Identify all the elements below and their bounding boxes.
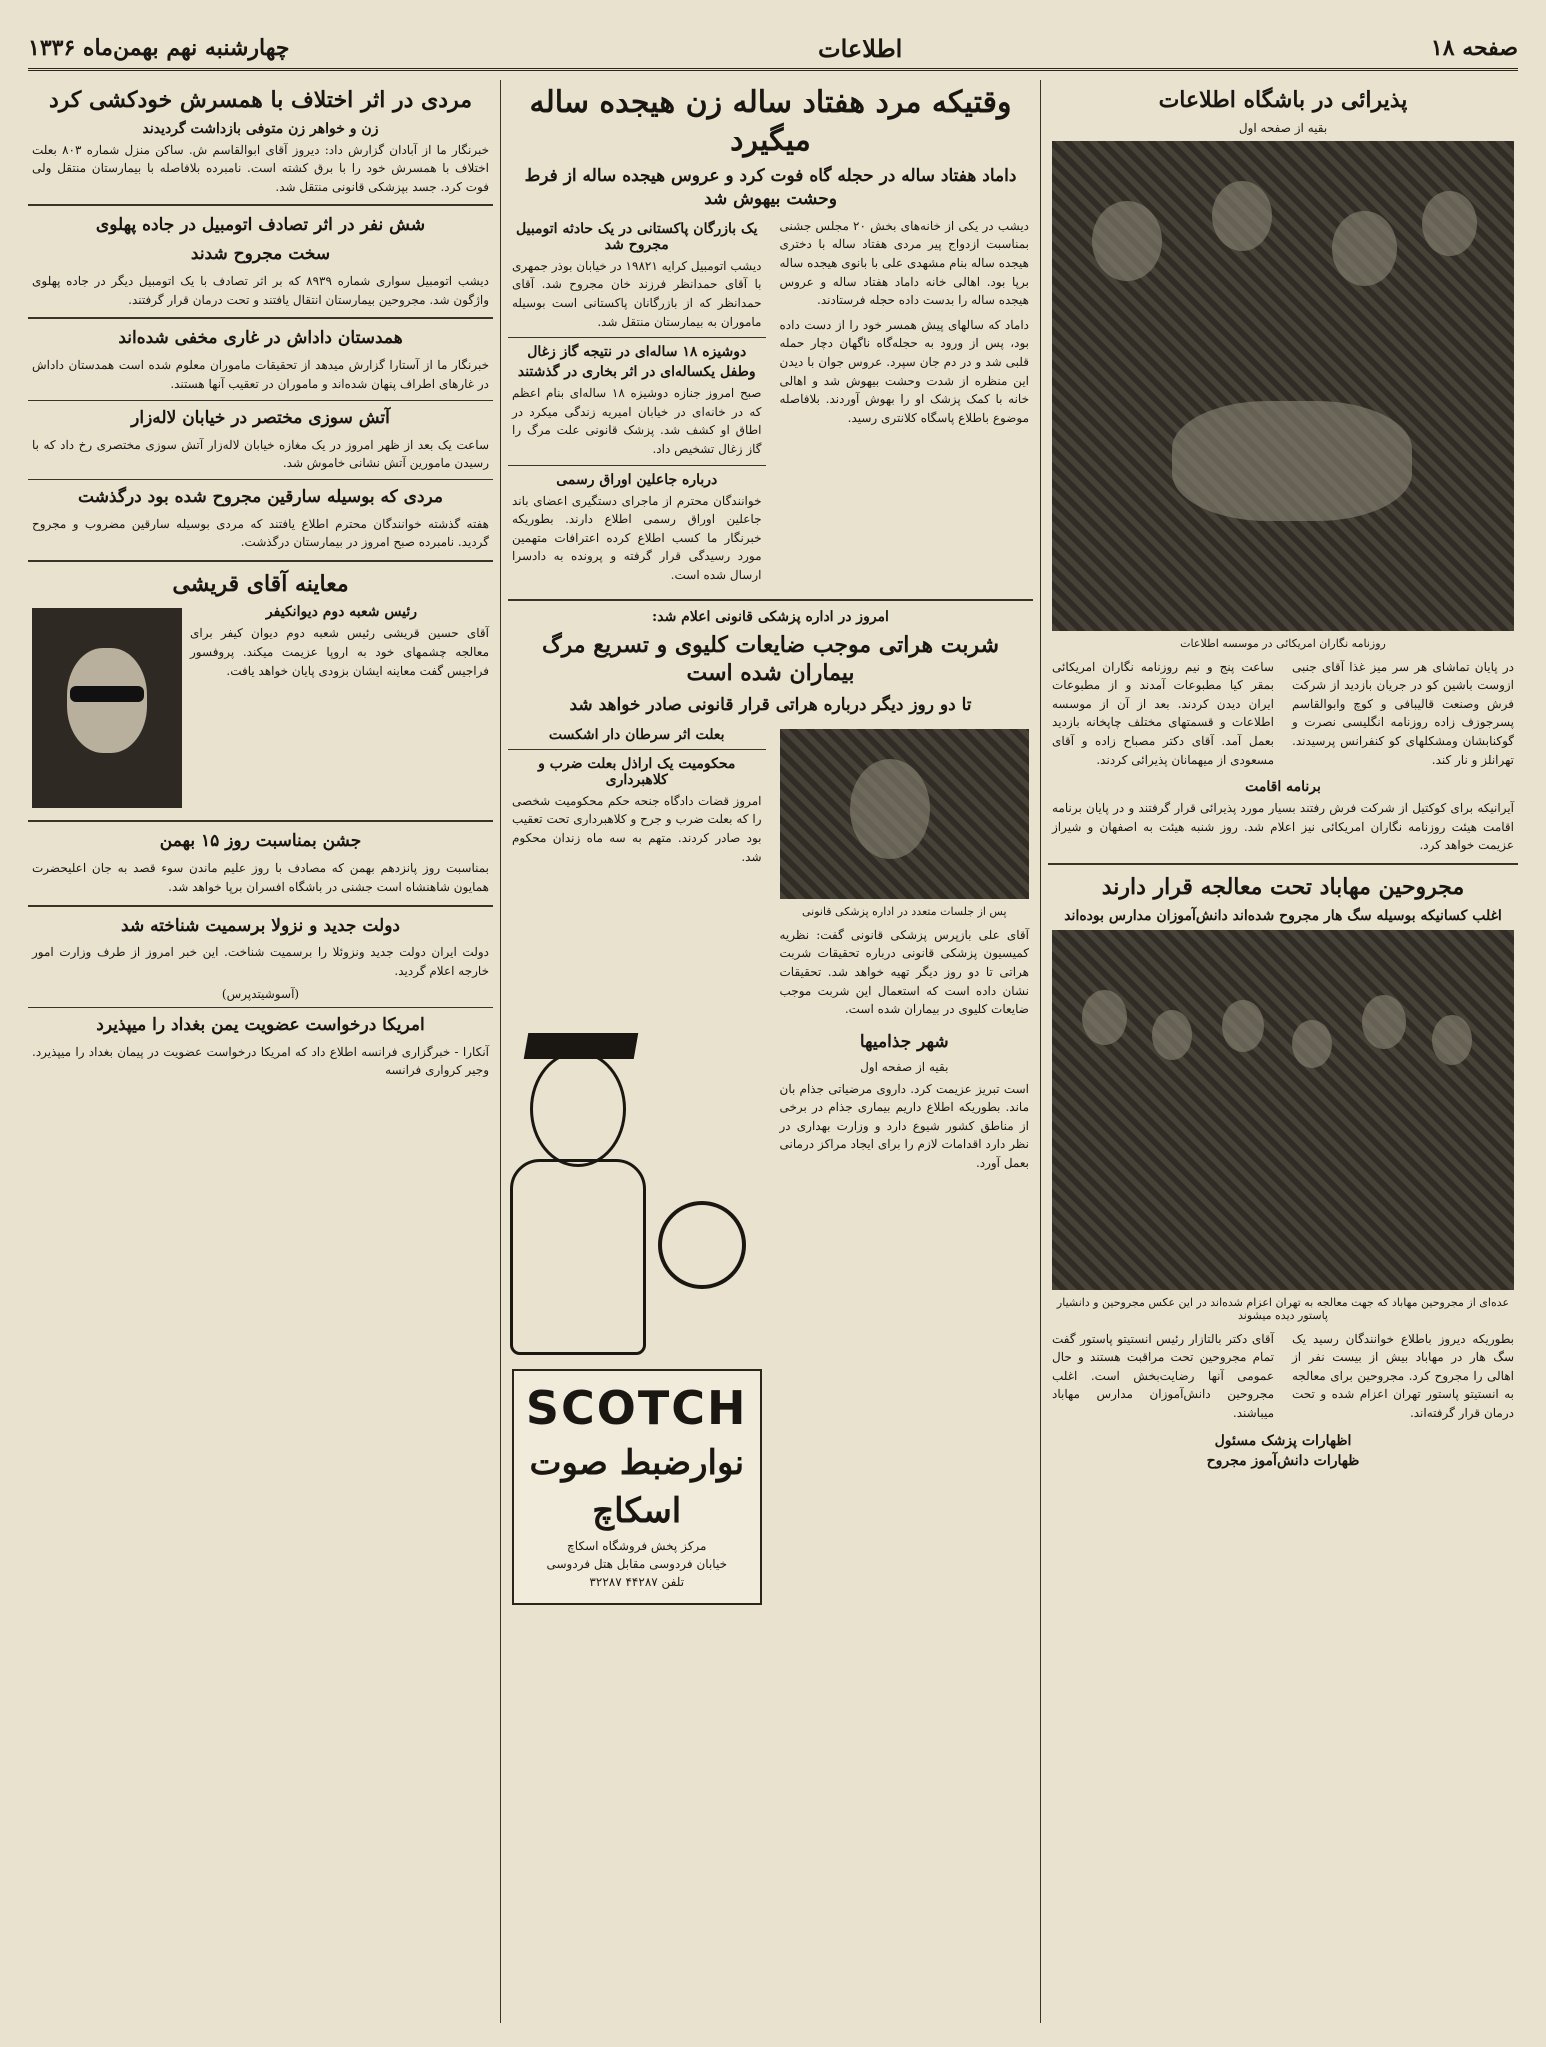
article-text: هفته گذشته خوانندگان محترم اطلاع یافتند که مردی بوسیله سارقین مضروب و مجروح گردید. نامبرده صبح امروز در بیمارستان درگذشت. [32,516,489,550]
article-text: بمناسبت روز پانزدهم بهمن که مصادف با روز علیم ماندن سوء قصد به جان اعلیحضرت همایون شاهنشاه است جشنی در باشگاه افسران برپا خواهد شد. [32,861,489,894]
column-rule [1040,80,1041,2023]
article-text: دیشب اتومبیل سواری شماره ۸۹۳۹ که بر اثر تصادف با یک اتومبیل دیگر در جاده پهلوی واژگون شد. مجروحین بیمارستان انتقال یافتند و تحت درمان قرار گرفتند. [32,274,489,307]
article-subtitle: بقیه از صفحه اول [1238,120,1328,135]
article-subtitle: اغلب کسانیکه بوسیله سگ هار مجروح شده‌اند دانش‌آموزان مدارس بوده‌اند [1064,907,1502,924]
section-subhead: ظهارات دانش‌آموز مجروح [1206,1452,1360,1469]
ad-slogan: نوارضبط صوت [529,1442,745,1483]
portrait-photo [780,729,1030,899]
article-text: امروز قضات دادگاه جنحه حکم محکومیت شخصی را که بعلت ضرب و جرح و کلاهبرداری تحت تعقیب بود صادر کردند. متهم به سه ماه زندان محکوم شد. [512,793,762,864]
article-text: ساعت پنج و نیم روزنامه نگاران امریکائی بمقر کیا مطبوعات آمدند و از مطبوعات ایران دیدن کردند. بعد از آن از موسسه اطلاعات و قسمتهای مختلف چاپخانه بازدید بعمل آمد. آقای دکتر مصباح زاده و آقای مسعودی از میهمانان پذیرائی کردند. [1052,659,1274,767]
article-text: بطوریکه دیروز باطلاع خوانندگان رسید یک سگ هار در مهاباد بیش از بیست نفر از اهالی را مجروح کرد. مجروحین برای معالجه به انستیتو پاستور تهران اعزام شده و تحت درمان قرار گرفته‌اند. [1292,1331,1514,1420]
article-title: بعلت اثر سرطان دار اشکست [548,726,725,743]
article-kicker: امروز در اداره پزشکی قانونی اعلام شد: [652,608,889,625]
photo-caption: روزنامه نگاران امریکائی در موسسه اطلاعات [1180,636,1386,650]
section-subhead: اظهارات پزشک مسئول [1214,1432,1352,1449]
ad-distributor: مرکز پخش فروشگاه اسکاچ [567,1538,707,1553]
page-number: صفحه ۱۸ [1430,35,1518,61]
reception-photo [1052,141,1514,631]
article-text: آنکارا - خبرگزاری فرانسه اطلاع داد که امریکا درخواست عضویت در پیمان بغداد را میپذیرد. وجیر کرواری فرانسه [32,1044,489,1078]
article-text: خبرنگار ما از آبادان گزارش داد: دیروز آقای ابوالقاسم ش. ساکن منزل شماره ۸۰۳ بعلت اختلاف با همسرش خود را با برق کشته است. نامبرده بلافاصله با بیمارستان منتقل ولی فوت کرد. جسد بپزشکی قانونی منتقل شد. [32,142,489,194]
article-title: محکومیت یک اراذل بعلت ضرب و کلاهبرداری [538,755,736,788]
article-text: دولت ایران دولت جدید ونزوئلا را برسمیت شناخت. این خبر امروز از طرف وزارت امور خارجه اعلام گردید. [32,945,489,979]
article-title: مردی در اثر اختلاف با همسرش خودکشی کرد [48,87,472,113]
ad-cartoon-illustration [508,1031,766,1361]
newspaper-page [28,28,1518,2023]
photo-caption: عده‌ای از مجروحین مهاباد که جهت معالجه به تهران اعزام شده‌اند در این عکس مجروحین و دانشیار پاستور دیده میشوند [1056,1295,1510,1322]
paper-name: اطلاعات [818,33,903,63]
article-title: یک بازرگان پاکستانی در یک حادثه اتومبیل مجروح شد [516,220,758,253]
article-title: معاینه آقای قریشی [172,570,349,597]
article-title: وطفل یکساله‌ای در اثر بخاری در گذشتند [517,364,756,381]
article-text: خبرنگار ما از آستارا گزارش میدهد از تحقیقات ماموران معلوم شده است همدستان داداش در غارهای اطراف پنهان شده‌اند و ماموران در تعقیب آنها هستند. [32,358,489,391]
article-text: صبح امروز جنازه دوشیزه ۱۸ ساله‌ای بنام اعظم که در خانه‌ای در خیابان امیریه زندگی میکرد در اطاق او کشف شد. پزشک قانونی علت مرگ را گاز زغال تشخیص داد. [512,386,762,457]
injured-children-photo [1052,930,1514,1290]
column-right [1048,80,1518,2023]
article-title: شهر جذامیها [859,1031,949,1052]
article-title: سخت مجروح شدند [190,244,331,265]
news-agency-credit: (آسوشیتدپرس) [221,986,300,1001]
article-text: آیرانیکه برای کوکتیل از شرکت فرش رفتند بسیار مورد پذیرائی قرار گرفتند و در پایان برنامه اقامت هیئت روزنامه نگاران امریکائی نیز اعلام شد. روز شنبه هیئت به اصفهان و شیراز عزیمت خواهد کرد. [1052,801,1514,853]
scotch-tape-ad [512,1369,762,1605]
article-text: آقای علی بازپرس پزشکی قانونی گفت: نظریه کمیسیون پزشکی قانونی درباره تحقیقات شربت هراتی تا دو روز دیگر تهیه خواهد شد. تحقیقات نشان داده است که استعمال این شربت موجب ضایعات کلیوی در بیماران شده است. [779,927,1029,1017]
column-rule [500,80,501,2023]
article-title: آتش سوزی مختصر در خیابان لاله‌زار [131,407,390,428]
article-text: است تبریز عزیمت کرد. داروی مرضیاتی جذام بان ماند. بطوریکه اطلاع داریم بیماری جذام در برخی از مناطق کشور شیوع دارد و وزارت بهداری در نظر دارد اقدامات لازم را برای ایجاد مراکز درمانی بعمل آورد. [779,1081,1029,1170]
photo-caption: پس از جلسات متعدد در اداره پزشکی قانونی [801,904,1007,918]
article-title: امریکا درخواست عضویت یمن بغداد را میپذیرد [96,1014,425,1035]
article-title: مردی که بوسیله سارقین مجروح شده بود درگذشت [78,486,443,507]
article-title: جشن بمناسبت روز ۱۵ بهمن [159,831,362,852]
article-text: آقای دکتر بالتازار رئیس انستیتو پاستور گفت تمام مجروحین تحت مراقبت هستند و حال عمومی آنها رضایت‌بخش است. اغلب مجروحین دانش‌آموزان مدارس مهاباد میباشند. [1052,1331,1274,1420]
article-text: داماد که سالهای پیش همسر خود را از دست داده بود، پس از ورود به حجله‌گاه ناگهان دچار حمله قلبی شد و در دم جان سپرد. عروس جوان با دیدن این منظره از شدت وحشت بیهوش شد و اهالی خانه با کمک پزشک او را بهوش آوردند. بلافاصله موضوع باطلاع پاسگاه کلانتری رسید. [779,317,1029,425]
article-title: وقتیکه مرد هفتاد ساله زن هیجده ساله میگیرد [529,85,1012,158]
article-subtitle: داماد هفتاد ساله در حجله گاه فوت کرد و عروس هیجده ساله از فرط وحشت بیهوش شد [524,166,1017,209]
masthead [28,28,1518,71]
qoreishi-portrait [32,608,182,808]
article-title: همدستان داداش در غاری مخفی شده‌اند [118,328,403,349]
article-subtitle: بقیه از صفحه اول [860,1059,949,1074]
article-subtitle: زن و خواهر زن متوفی بازداشت گردیدند [142,120,379,137]
article-text: دیشب در یکی از خانه‌های بخش ۲۰ مجلس جشنی بمناسبت ازدواج پیر مردی هفتاد ساله با دختری هیجده ساله بنام مشهدی علی با بانوی هیجده ساله برپا بود. اهالی خانه داماد هفتاد ساله و عروس هیجده ساله را بدست داده حجله فرستادند. [779,218,1029,308]
article-title: دولت جدید و نزولا برسمیت شناخته شد [121,915,400,936]
article-title: دوشیزه ۱۸ ساله‌ای در نتیجه گاز زغال [527,344,747,361]
article-text: خوانندگان محترم از ماجرای دستگیری اعضای باند جاعلین اوراق رسمی اطلاع دارند. بطوریکه خبرنگار ما کسب اطلاع کرده اعترافات متهمین مورد رسیدگی قرار گرفته و پرونده به دادسرا ارسال شده است. [512,493,762,582]
article-text: دیشب اتومبیل کرایه ۱۹۸۲۱ در خیابان بوذر جمهری با آقای حمدانظر فرزند خان مجروح شد. آقای حمدانظر که از بازرگانان پاکستانی است بوسیله ماموران به بیمارستان منتقل شد. [512,258,762,329]
article-subtitle: تا دو روز دیگر درباره هراتی قرار قانونی صادر خواهد شد [569,694,972,715]
article-title: پذیرائی در باشگاه اطلاعات [1158,87,1408,113]
article-title: شش نفر در اثر تصادف اتومبیل در جاده پهلوی [95,215,426,236]
article-title: درباره جاعلین اوراق رسمی [556,471,718,488]
issue-date: چهارشنبه نهم بهمن‌ماه ۱۳۳۶ [28,35,290,61]
article-title: مجروحین مهاباد تحت معالجه قرار دارند [1101,873,1465,900]
article-subtitle: رئیس شعبه دوم دیوانکیفر [265,604,418,621]
article-title: شربت هراتی موجب ضایعات کلیوی و تسریع مرگ بیماران شده است [541,631,1000,687]
ad-phone: تلفن ۴۴۲۸۷ ۳۲۲۸۷ [589,1574,685,1589]
ad-address: خیابان فردوسی مقابل هتل فردوسی [546,1556,727,1571]
column-left [28,80,493,2023]
ad-brand: SCOTCH [525,1380,748,1435]
article-text: آقای حسین قریشی رئیس شعبه دوم دیوان کیفر برای معالجه چشمهای خود به اروپا عزیمت میکند. پروفسور فراجیس گفت معاینه ایشان بزودی پایان خواهد یافت. [190,626,489,678]
article-text: ساعت یک بعد از ظهر امروز در یک مغازه خیابان لاله‌زار آتش سوزی مختصری رخ داد که با رسیدن مامورین آتش نشانی خاموش شد. [32,437,489,471]
ad-slogan: اسکاچ [592,1490,682,1531]
section-subhead: برنامه اقامت [1245,779,1321,796]
column-middle [508,80,1033,2023]
article-text: در پایان تماشای هر سر میز غذا آقای جنبی ازوست باشین کو در جریان بازدید از شرکت فرش وصنعت قالیبافی و کوچ وابوالقاسم پسرجوزف زاده روزنامه انگلیسی نصرت و گوکنابشان ومشکلهای کو کنفرانس پرسیدند. تهرانلز و نار کند. [1292,659,1514,767]
